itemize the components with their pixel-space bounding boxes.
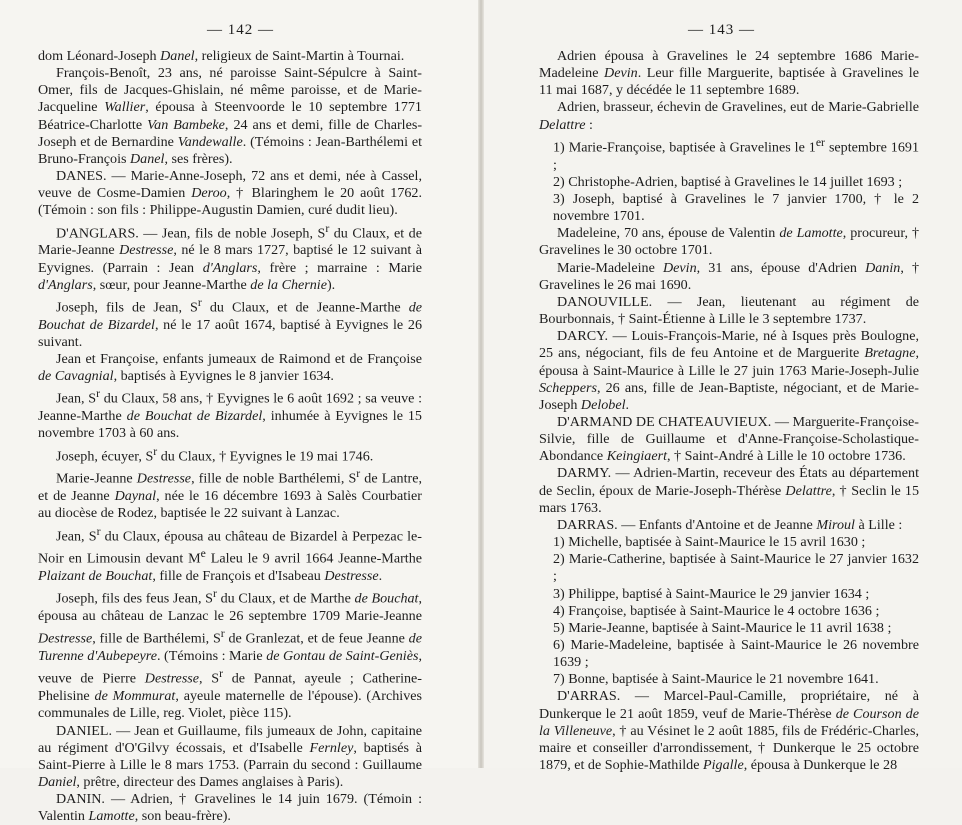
paragraph: D'ANGLARS. — Jean, fils de noble Joseph, $S^r$ du Claux, et de Marie-Jeanne Destresse, né le 8 mars 1727, baptisé le 12 suivant à Eyvignes. (Parrain : Jean d'Anglars, frère ; marraine : Marie d'Anglars, sœur, pour Jeanne-Marthe de la Chernie). (38, 221, 423, 293)
list-item: 5) Marie-Jeanne, baptisée à Saint-Maurice le 11 avril 1638 ; (553, 619, 892, 636)
book-gutter (478, 0, 484, 768)
paragraph: Joseph, écuyer, $S^r$ du Claux, † Eyvignes le 19 mai 1746. (56, 444, 374, 465)
list-item: 2) Christophe-Adrien, baptisé à Gravelines le 14 juillet 1693 ; (553, 173, 903, 190)
paragraph: DARRAS. — Enfants d'Antoine et de Jeanne Miroul à Lille : (557, 516, 903, 533)
paragraph: Marie-Jeanne Destresse, fille de noble Barthélemi, $S^r$ de Lantre, et de Jeanne Daynal, née le 16 décembre 1693 à Salès Courbatier au diocèse de Rodez, baptisée le 22 suivant à Lanzac. (38, 467, 422, 522)
paragraph: DANES. — Marie-Anne-Joseph, 72 ans et demi, née à Cassel, veuve de Cosme-Damien Deroo, † Blaringhem le 20 août 1762. (Témoin : son fils : Philippe-Augustin Damien, curé dudit lieu). (38, 168, 422, 219)
paragraph: Jean, $S^r$ du Claux, épousa au château de Bizardel à Perpezac le-Noir en Limousin devant Me Laleu le 9 avril 1664 Jeanne-Marthe Plaizant de Bouchat, fille de François et d'Isabeau Destresse. (38, 524, 422, 585)
paragraph: D'ARMAND DE CHATEAUVIEUX. — Marguerite-Françoise-Silvie, fille de Guillaume et d'Anne-Françoise-Scholastique-Abondance Keingiaert, † Saint-André à Lille le 10 octobre 1736. (539, 413, 919, 465)
list-item: 4) Françoise, baptisée à Saint-Maurice le 4 octobre 1636 ; (553, 602, 880, 619)
paragraph: Adrien, brasseur, échevin de Gravelines, eut de Marie-Gabrielle Delattre : (539, 99, 919, 133)
right-page (481, 0, 962, 774)
list-item: 3) Philippe, baptisé à Saint-Maurice le 29 janvier 1634 ; (553, 585, 870, 602)
paragraph: DANOUVILLE. — Jean, lieutenant au régiment de Bourbonnais, † Saint-Étienne à Lille le 3 septembre 1737. (539, 293, 919, 328)
paragraph: DARCY. — Louis-François-Marie, né à Isques près Boulogne, 25 ans, négociant, fils de feu Antoine et de Marguerite Bretagne, épousa à Saint-Maurice à Lille le 27 juin 1763 Marie-Joseph-Julie Scheppers, 26 ans, fille de Jean-Baptiste, négociant, et de Marie-Joseph Delobel. (539, 328, 919, 413)
paragraph: Joseph, fils de Jean, $S^r$ du Claux, et de Jeanne-Marthe de Bouchat de Bizardel, né le 17 août 1674, baptisé à Eyvignes le 26 suivant. (38, 295, 422, 350)
paragraph: dom Léonard-Joseph Danel, religieux de Saint-Martin à Tournai. (38, 48, 405, 64)
paragraph: Jean et Françoise, enfants jumeaux de Raimond et de Françoise de Cavagnial, baptisés à Eyvignes le 8 janvier 1634. (38, 351, 422, 385)
text-column (539, 48, 919, 774)
paragraph: Adrien épousa à Gravelines le 24 septembre 1686 Marie-Madeleine Devin. Leur fille Marguerite, baptisée à Gravelines le 11 mai 1687, y décédée le 11 septembre 1689. (539, 48, 919, 99)
paragraph: Joseph, fils des feus Jean, $S^r$ du Claux, et de Marthe de Bouchat, épousa au château de Lanzac le 26 septembre 1709 Marie-Jeanne Destresse, fille de Barthélemi, $S^r$ de Granlezat, et de feue Jeanne de Turenne d'Aubepeyre. (Témoins : Marie de Gontau de Saint-Geniès, veuve de Pierre Destresse, $S^r$ de Pannat, ayeule ; Catherine-Phelisine de Mommurat, ayeule maternelle de l'épouse). (Archives communales de Lille, reg. Violet, pièce 115). (38, 587, 423, 722)
paragraph: D'ARRAS. — Marcel-Paul-Camille, propriétaire, né à Dunkerque le 21 août 1859, veuf de Marie-Thérèse de Courson de la Villeneuve, † au Vésinet le 2 août 1885, fils de Frédéric-Charles, maire et conseiller d'arrondissement, † Dunkerque le 25 octobre 1879, et de Sophie-Mathilde Pigalle, épousa à Dunkerque le 28 (539, 688, 919, 774)
list-item: 2) Marie-Catherine, baptisée à Saint-Maurice le 27 janvier 1632 ; (553, 551, 919, 585)
page-number: — 143 — (688, 22, 755, 38)
paragraph: Madeleine, 70 ans, épouse de Valentin de Lamotte, procureur, † Gravelines le 30 octobre 1701. (539, 225, 920, 259)
list-item: 1) Marie-Françoise, baptisée à Gravelines le 1er septembre 1691 ; (553, 135, 919, 173)
list-item: 7) Bonne, baptisée à Saint-Maurice le 21 novembre 1641. (553, 671, 879, 688)
paragraph: François-Benoît, 23 ans, né paroisse Saint-Sépulcre à Saint-Omer, fils de Jacques-Ghislain, né même paroisse, et de Marie-Jacqueline Wallier, épousa à Steenvoorde le 10 septembre 1771 Béatrice-Charlotte Van Bambeke, 24 ans et demi, fille de Charles-Joseph et de Bernardine Vandewalle. (Témoins : Jean-Barthélemi et Bruno-François Danel, ses frères). (38, 65, 423, 167)
paragraph: DANIEL. — Jean et Guillaume, fils jumeaux de John, capitaine au régiment d'O'Gilvy écossais, et d'Isabelle Fernley, baptisés à Saint-Pierre à Lille le 8 mars 1753. (Parrain du second : Guillaume Daniel, prêtre, directeur des Dames anglaises à Paris). (38, 722, 423, 790)
list-item: 1) Michelle, baptisée à Saint-Maurice le 15 avril 1630 ; (553, 534, 866, 551)
text-column (38, 48, 422, 825)
paragraph: DARMY. — Adrien-Martin, receveur des États au département de Seclin, époux de Marie-Joseph-Thérèse Delattre, † Seclin le 15 mars 1763. (539, 465, 919, 516)
paragraph: Jean, $S^r$ du Claux, 58 ans, † Eyvignes le 6 août 1692 ; sa veuve : Jeanne-Marthe de Bouchat de Bizardel, inhumée à Eyvignes le 15 novembre 1703 à 60 ans. (38, 387, 422, 442)
list-item: 6) Marie-Madeleine, baptisée à Saint-Maurice le 26 novembre 1639 ; (553, 637, 919, 671)
page-number: — 142 — (207, 22, 274, 38)
paragraph: Marie-Madeleine Devin, 31 ans, épouse d'Adrien Danin, † Gravelines le 26 mai 1690. (539, 259, 920, 293)
list-item: 3) Joseph, baptisé à Gravelines le 7 janvier 1700, † le 2 novembre 1701. (553, 190, 919, 225)
paragraph: DANIN. — Adrien, † Gravelines le 14 juin 1679. (Témoin : Valentin Lamotte, son beau-frère). (38, 791, 422, 825)
